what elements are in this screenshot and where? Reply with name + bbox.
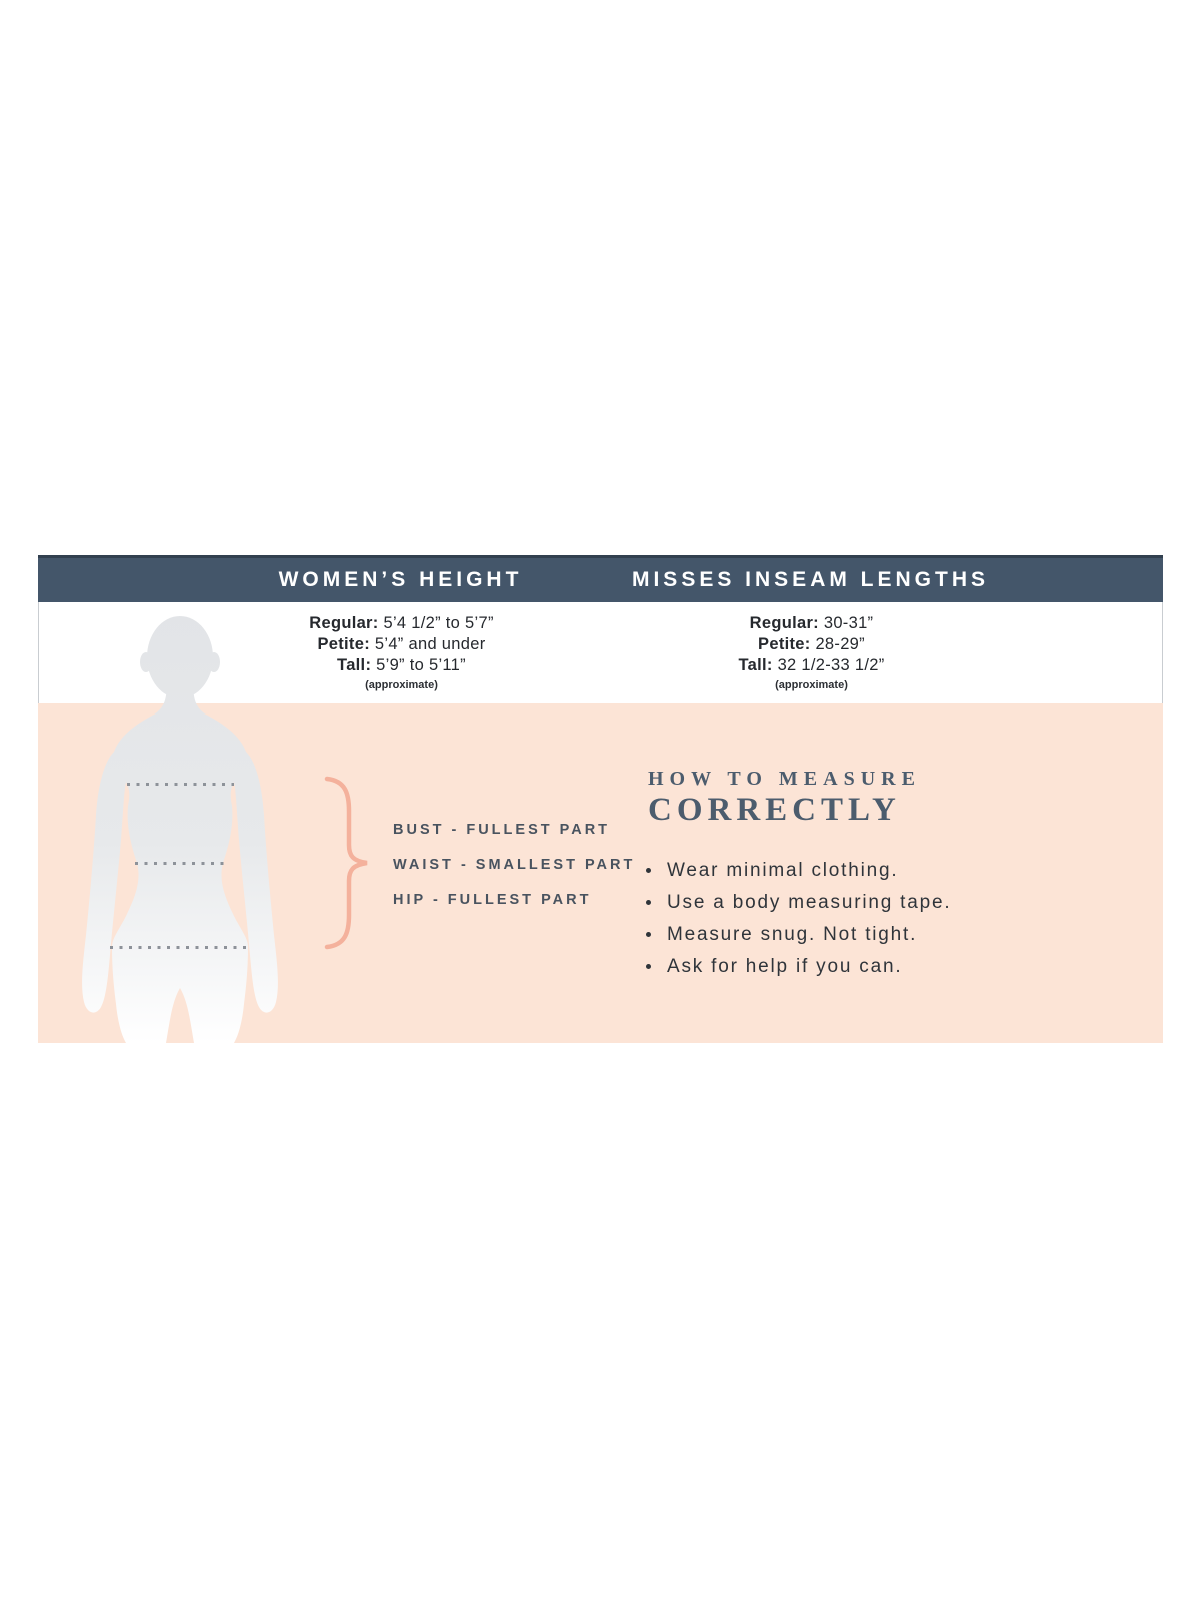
female-body-silhouette-icon <box>38 600 338 1043</box>
tip-text: Ask for help if you can. <box>667 956 903 977</box>
tip-text: Wear minimal clothing. <box>667 860 899 881</box>
tip-item <box>643 892 951 913</box>
inseam-regular-value: 30-31” <box>823 614 874 632</box>
hip-dotted-line-icon <box>110 946 251 949</box>
inseam-tall-value: 32 1/2-33 1/2” <box>777 656 885 674</box>
bullet-dot-icon <box>646 868 651 873</box>
column-header-womens-height: WOMEN’S HEIGHT <box>278 568 523 591</box>
tip-text: Measure snug. Not tight. <box>667 924 918 945</box>
heading-line-1: HOW TO MEASURE <box>648 768 921 790</box>
measurement-labels <box>393 821 635 926</box>
inseam-petite-value: 28-29” <box>815 635 865 653</box>
table-header-bar <box>38 555 1163 602</box>
inseam-petite-row <box>629 634 994 655</box>
waist-label: WAIST - SMALLEST PART <box>393 857 636 873</box>
inseam-petite-label: Petite: <box>758 635 811 653</box>
inseam-length-specs <box>629 613 994 691</box>
height-petite-value: 5’4” and under <box>374 635 486 653</box>
height-approximate-note: (approximate) <box>365 679 438 691</box>
inseam-tall-label: Tall: <box>738 656 773 674</box>
inseam-tall-row <box>629 655 994 676</box>
column-header-misses-inseam: MISSES INSEAM LENGTHS <box>631 568 990 591</box>
tip-item <box>643 924 951 945</box>
tip-item <box>643 860 951 881</box>
heading-line-2: CORRECTLY <box>648 792 901 828</box>
bust-dotted-line-icon <box>127 783 234 786</box>
height-regular-label: Regular: <box>309 614 379 632</box>
size-guide-infographic <box>38 555 1163 1043</box>
tip-text: Use a body measuring tape. <box>667 892 952 913</box>
bullet-dot-icon <box>646 964 651 969</box>
bullet-dot-icon <box>646 932 651 937</box>
hip-label: HIP - FULLEST PART <box>393 892 592 908</box>
tip-item <box>643 956 951 977</box>
height-petite-label: Petite: <box>317 635 370 653</box>
height-tall-value: 5’9” to 5’11” <box>376 656 466 674</box>
inseam-regular-label: Regular: <box>749 614 819 632</box>
bullet-dot-icon <box>646 900 651 905</box>
measuring-tips-list <box>643 860 951 988</box>
curly-brace-icon <box>315 773 375 953</box>
how-to-measure-heading <box>648 768 921 829</box>
height-regular-value: 5’4 1/2” to 5’7” <box>383 614 494 632</box>
waist-dotted-line-icon <box>135 862 226 865</box>
bust-label: BUST - FULLEST PART <box>393 822 611 838</box>
inseam-regular-row <box>629 613 994 634</box>
inseam-approximate-note: (approximate) <box>775 679 848 691</box>
height-tall-label: Tall: <box>337 656 372 674</box>
